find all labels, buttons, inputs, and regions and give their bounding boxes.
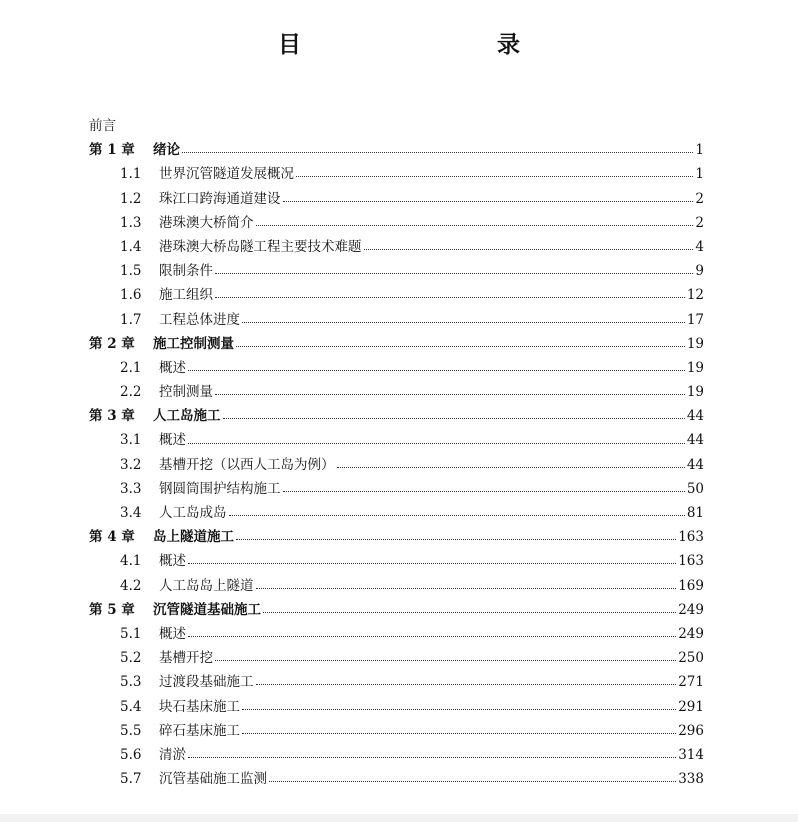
- toc-page-number: 19: [686, 384, 704, 401]
- toc-entry-title: 概述: [159, 432, 186, 449]
- toc-page-number: 249: [678, 601, 704, 618]
- toc-entry-title: 限制条件: [159, 263, 213, 280]
- toc-leader-dots: [215, 393, 685, 395]
- toc-entry-title: 施工组织: [159, 287, 213, 304]
- toc-entry-title: 概述: [159, 359, 186, 376]
- toc-page-number: 271: [678, 674, 704, 691]
- toc-page-number: 296: [678, 722, 704, 739]
- toc-entry-number: 第 3 章: [89, 408, 135, 425]
- toc-entry-number: 1.4: [120, 238, 142, 255]
- toc-entry-number: 第 1 章: [89, 142, 135, 159]
- toc-section-entry[interactable]: [89, 719, 704, 743]
- toc-entry-number: 3.4: [120, 505, 142, 521]
- toc-entry-title: 概述: [159, 625, 186, 642]
- toc-leader-dots: [188, 369, 685, 371]
- toc-page-number: 338: [678, 771, 704, 788]
- toc-section-entry[interactable]: [89, 622, 704, 646]
- toc-section-entry[interactable]: [89, 477, 704, 501]
- toc-leader-dots: [223, 417, 685, 419]
- toc-page-number: 44: [686, 456, 704, 473]
- toc-preface-label: 前言: [89, 118, 116, 134]
- toc-entry-number: 第 4 章: [89, 529, 135, 546]
- toc-section-entry[interactable]: [89, 767, 704, 791]
- toc-entry-title: 工程总体进度: [159, 311, 240, 328]
- toc-leader-dots: [229, 514, 685, 516]
- toc-entry-title: 概述: [159, 553, 186, 570]
- toc-section-entry[interactable]: [89, 646, 704, 670]
- toc-entry-number: 第 2 章: [89, 335, 135, 352]
- toc-leader-dots: [215, 296, 685, 298]
- toc-page-number: 163: [678, 553, 704, 570]
- toc-page-number: 19: [686, 335, 704, 352]
- toc-entry-title: 人工岛成岛: [159, 505, 227, 521]
- toc-page-number: 249: [678, 625, 704, 642]
- toc-entry-number: 1.7: [120, 311, 142, 328]
- toc-entry-title: 岛上隧道施工: [153, 529, 234, 546]
- toc-entry-title: 港珠澳大桥简介: [159, 214, 254, 231]
- toc-entry-title: 港珠澳大桥岛隧工程主要技术难题: [159, 238, 362, 255]
- toc-page-number: 81: [686, 505, 704, 521]
- toc-entry-number: 5.5: [120, 722, 142, 739]
- toc-section-entry[interactable]: [89, 743, 704, 767]
- toc-leader-dots: [283, 200, 694, 202]
- toc-chapter-entry[interactable]: [89, 404, 704, 428]
- toc-entry-number: 第 5 章: [89, 601, 135, 618]
- toc-section-entry[interactable]: [89, 356, 704, 380]
- toc-page-number: 9: [695, 263, 704, 280]
- toc-entry-number: 5.1: [120, 625, 142, 642]
- toc-page-number: 250: [678, 650, 704, 667]
- page-title: 目 录: [278, 31, 570, 58]
- toc-section-entry[interactable]: [89, 283, 704, 307]
- toc-chapter-entry[interactable]: [89, 332, 704, 356]
- toc-page-number: 1: [695, 166, 704, 183]
- toc-entry-title: 块石基床施工: [159, 698, 240, 715]
- toc-entry-title: 绪论: [153, 142, 180, 159]
- toc-leader-dots: [188, 756, 676, 758]
- toc-leader-dots: [188, 442, 685, 444]
- toc-entry-title: 过渡段基础施工: [159, 674, 254, 691]
- toc-leader-dots: [242, 708, 676, 710]
- page-bottom-strip: [0, 814, 798, 822]
- table-of-contents: [89, 114, 704, 791]
- toc-section-entry[interactable]: [89, 187, 704, 211]
- toc-entry-title: 清淤: [159, 746, 186, 763]
- toc-entry-title: 碎石基床施工: [159, 722, 240, 739]
- toc-preface[interactable]: [89, 114, 704, 138]
- toc-entry-number: 1.3: [120, 214, 142, 231]
- toc-entry-title: 沉管隧道基础施工: [153, 601, 261, 618]
- toc-leader-dots: [215, 659, 676, 661]
- toc-entry-number: 1.1: [120, 166, 142, 183]
- toc-entry-title: 基槽开挖: [159, 650, 213, 667]
- toc-section-entry[interactable]: [89, 259, 704, 283]
- toc-section-entry[interactable]: [89, 695, 704, 719]
- toc-leader-dots: [256, 587, 677, 589]
- toc-leader-dots: [283, 490, 685, 492]
- toc-leader-dots: [337, 466, 685, 468]
- toc-section-entry[interactable]: [89, 308, 704, 332]
- toc-entry-number: 5.7: [120, 771, 142, 788]
- toc-entry-number: 2.1: [120, 359, 142, 376]
- toc-leader-dots: [364, 248, 694, 250]
- toc-chapter-entry[interactable]: [89, 598, 704, 622]
- toc-entry-title: 钢圆筒围护结构施工: [159, 480, 281, 497]
- toc-leader-dots: [256, 683, 677, 685]
- toc-leader-dots: [263, 611, 676, 613]
- toc-leader-dots: [269, 780, 676, 782]
- toc-entry-number: 5.6: [120, 746, 142, 763]
- toc-leader-dots: [256, 224, 694, 226]
- toc-page-number: 44: [686, 408, 704, 425]
- toc-section-entry[interactable]: [89, 574, 704, 598]
- toc-page-number: 4: [695, 238, 704, 255]
- toc-chapter-entry[interactable]: [89, 138, 704, 162]
- toc-leader-dots: [236, 345, 685, 347]
- toc-page-number: 44: [686, 432, 704, 449]
- toc-leader-dots: [188, 635, 676, 637]
- toc-page-number: 314: [678, 746, 704, 763]
- toc-entry-number: 1.2: [120, 190, 142, 207]
- toc-section-entry[interactable]: [89, 235, 704, 259]
- toc-section-entry[interactable]: [89, 549, 704, 573]
- toc-entry-title: 人工岛岛上隧道: [159, 577, 254, 594]
- toc-page-number: 17: [686, 311, 704, 328]
- toc-entry-number: 2.2: [120, 384, 142, 401]
- toc-entry-number: 5.3: [120, 674, 142, 691]
- toc-entry-title: 珠江口跨海通道建设: [159, 190, 281, 207]
- toc-page-number: 12: [686, 287, 704, 304]
- toc-entry-number: 5.2: [120, 650, 142, 667]
- toc-entry-title: 沉管基础施工监测: [159, 771, 267, 788]
- toc-entry-title: 基槽开挖（以西人工岛为例）: [159, 456, 335, 473]
- toc-entry-title: 人工岛施工: [153, 408, 221, 425]
- toc-section-entry[interactable]: [89, 670, 704, 694]
- toc-page-number: 2: [695, 190, 704, 207]
- toc-entry-number: 3.3: [120, 480, 142, 497]
- toc-leader-dots: [296, 175, 693, 177]
- toc-entry-title: 控制测量: [159, 384, 213, 401]
- toc-section-entry[interactable]: [89, 211, 704, 235]
- toc-section-entry[interactable]: [89, 501, 704, 525]
- toc-page-number: 1: [695, 142, 704, 159]
- toc-leader-dots: [236, 538, 676, 540]
- toc-section-entry[interactable]: [89, 380, 704, 404]
- toc-entry-number: 1.6: [120, 287, 142, 304]
- toc-entry-number: 5.4: [120, 698, 142, 715]
- toc-entry-number: 4.2: [120, 577, 142, 594]
- toc-leader-dots: [215, 272, 693, 274]
- toc-entry-title: 世界沉管隧道发展概况: [159, 166, 294, 183]
- toc-page-number: 19: [686, 359, 704, 376]
- toc-leader-dots: [242, 321, 685, 323]
- toc-entry-number: 4.1: [120, 553, 142, 570]
- toc-entry-number: 3.1: [120, 432, 142, 449]
- toc-page-number: 50: [686, 480, 704, 497]
- toc-page-number: 2: [695, 214, 704, 231]
- toc-page-number: 169: [678, 577, 704, 594]
- toc-leader-dots: [182, 151, 693, 153]
- toc-entry-number: 3.2: [120, 456, 142, 473]
- toc-chapter-entry[interactable]: [89, 525, 704, 549]
- toc-entry-number: 1.5: [120, 263, 142, 280]
- toc-section-entry[interactable]: [89, 428, 704, 452]
- toc-page-number: 291: [678, 698, 704, 715]
- toc-section-entry[interactable]: [89, 162, 704, 186]
- toc-leader-dots: [242, 732, 676, 734]
- toc-page-number: 163: [678, 529, 704, 546]
- toc-leader-dots: [188, 562, 676, 564]
- toc-section-entry[interactable]: [89, 453, 704, 477]
- toc-entry-title: 施工控制测量: [153, 335, 234, 352]
